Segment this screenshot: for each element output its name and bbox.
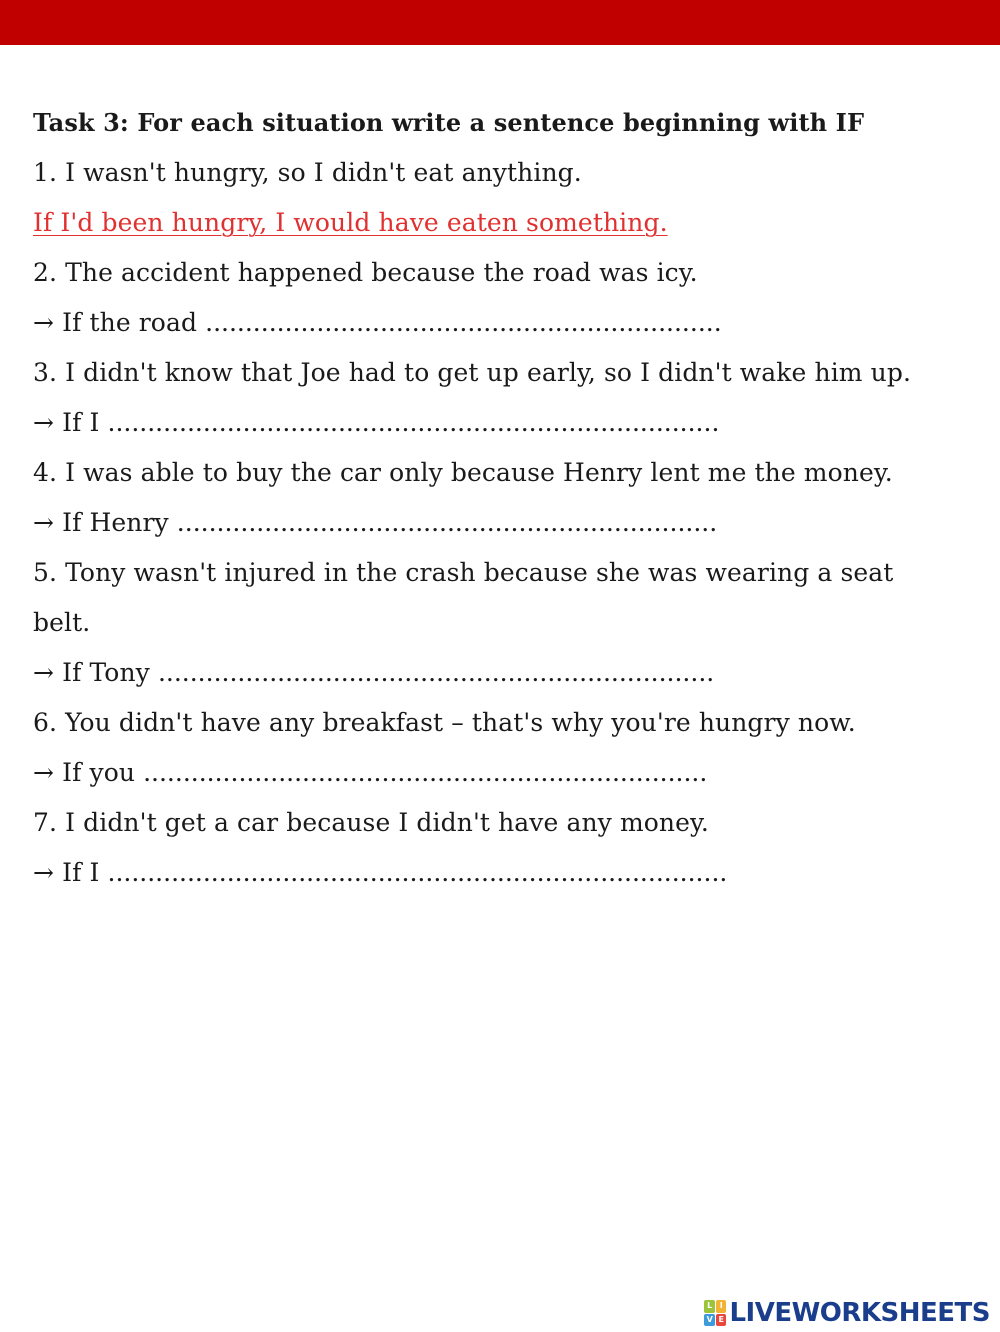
- answer-blank[interactable]: ..............................................................................: [107, 858, 728, 887]
- answer-blank[interactable]: .............................................................................: [107, 408, 720, 437]
- question-2: 2. The accident happened because the road was icy.: [33, 258, 698, 287]
- answer-prefix: → If Tony: [33, 658, 150, 687]
- answer-prefix: → If you: [33, 758, 136, 787]
- question-4: 4. I was able to buy the car only because Henry lent me the money.: [33, 458, 893, 487]
- logo-letter: L: [704, 1300, 715, 1313]
- answer-prefix: → If I: [33, 858, 100, 887]
- answer-line-3[interactable]: [33, 398, 983, 448]
- task-title: Task 3: For each situation write a sentence beginning with IF: [33, 108, 865, 137]
- question-5-continued: belt.: [33, 608, 91, 637]
- question-1: 1. I wasn't hungry, so I didn't eat anything.: [33, 158, 582, 187]
- logo-letter: V: [704, 1314, 715, 1327]
- answer-line-6[interactable]: [33, 748, 983, 798]
- brand-name: LIVEWORKSHEETS: [729, 1298, 990, 1328]
- answer-prefix: → If the road: [33, 308, 198, 337]
- answer-line-7[interactable]: [33, 848, 983, 898]
- answer-line-5[interactable]: [33, 648, 983, 698]
- question-3: 3. I didn't know that Joe had to get up early, so I didn't wake him up.: [33, 358, 911, 387]
- question-5: 5. Tony wasn't injured in the crash because she was wearing a seat: [33, 558, 894, 587]
- question-6: 6. You didn't have any breakfast – that's why you're hungry now.: [33, 708, 856, 737]
- answer-blank[interactable]: ....................................................................: [176, 508, 718, 537]
- answer-prefix: → If Henry: [33, 508, 169, 537]
- top-banner: [0, 0, 1000, 45]
- answer-prefix: → If I: [33, 408, 100, 437]
- answer-blank[interactable]: .................................................................: [205, 308, 722, 337]
- answer-line-4[interactable]: [33, 498, 983, 548]
- liveworksheets-brand[interactable]: [704, 1296, 990, 1330]
- answer-line-2[interactable]: [33, 298, 983, 348]
- logo-letter: E: [716, 1314, 727, 1327]
- logo-letter: I: [716, 1300, 727, 1313]
- liveworksheets-logo-icon: [704, 1300, 726, 1326]
- answer-blank[interactable]: ......................................................................: [157, 658, 715, 687]
- example-answer: If I'd been hungry, I would have eaten something.: [33, 208, 668, 237]
- answer-blank[interactable]: .......................................................................: [143, 758, 708, 787]
- question-7: 7. I didn't get a car because I didn't have any money.: [33, 808, 709, 837]
- worksheet: [33, 98, 983, 898]
